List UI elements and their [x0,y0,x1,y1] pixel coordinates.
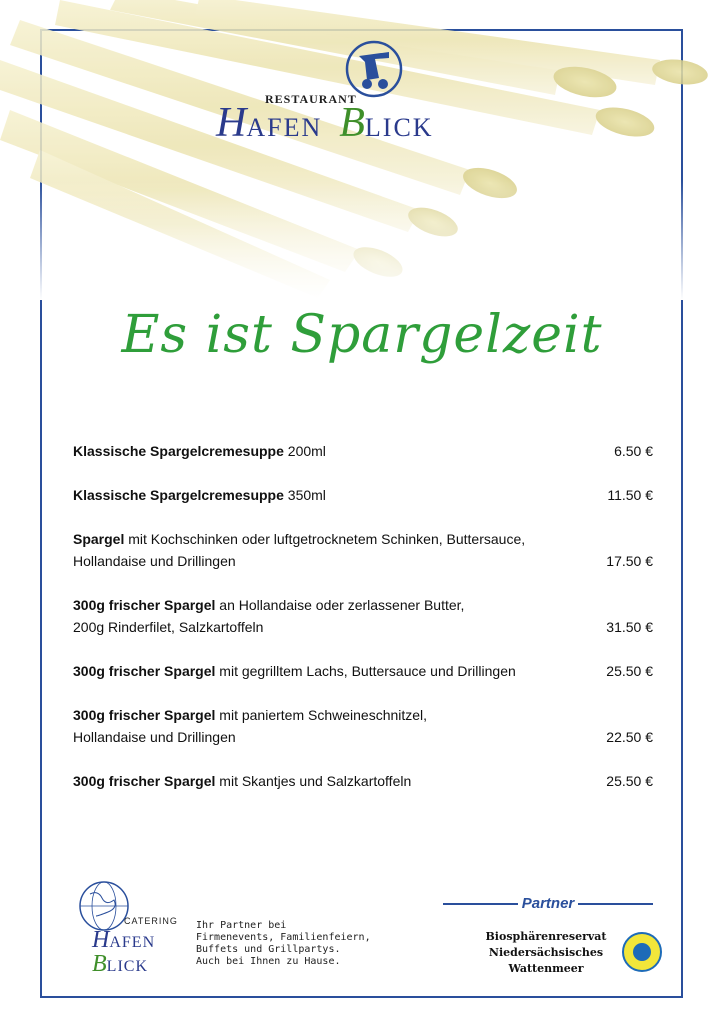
globe-icon [78,880,130,932]
menu-item-name: 300g frischer Spargel [73,773,216,789]
menu-item-detail: mit gegrilltem Lachs, Buttersauce und Drillingen [215,663,516,679]
catering-text-line: Auch bei Ihnen zu Hause. [196,956,341,967]
logo-word-lick: LICK [364,113,434,142]
logo-word-afen: AFEN [246,113,323,142]
catering-text-line: Firmenevents, Familienfeiern, [196,932,371,943]
catering-text-line: Buffets und Grillpartys. [196,944,341,955]
menu-item [73,440,653,484]
partner-name-line: Wattenmeer [508,962,584,975]
menu-item [73,704,653,770]
partner-name-line: Biosphärenreservat [485,930,607,943]
menu-item-price: 11.50 € [607,487,653,503]
menu-list [73,440,653,814]
menu-item-name: Spargel [73,531,125,547]
menu-item-name: 300g frischer Spargel [73,707,216,723]
partner-name-line: Niedersächsisches [488,946,604,959]
menu-item [73,528,653,594]
menu-item-name: 300g frischer Spargel [73,597,216,613]
partner-rule-left [443,903,518,905]
menu-item-name: Klassische Spargelcremesuppe [73,443,284,459]
menu-item [73,484,653,528]
logo-brand-name [216,102,434,144]
partner-label: Partner [521,895,575,912]
catering-initial-h: H [92,927,110,953]
menu-item [73,594,653,660]
menu-item-detail: mit Kochschinken oder luftgetrocknetem Schinken, Buttersauce, [124,531,526,547]
catering-word: CATERING [124,916,178,926]
menu-item-price: 6.50 € [614,443,653,459]
partner-rule-right [578,903,653,905]
menu-item-detail: an Hollandaise oder zerlassener Butter, [215,597,465,613]
catering-word-lick: LICK [106,958,148,975]
catering-initial-b: B [92,951,107,977]
menu-item-detail-line2: Hollandaise und Drillingen [73,553,236,569]
menu-item-detail-line2: Hollandaise und Drillingen [73,729,236,745]
menu-item-price: 25.50 € [606,663,653,679]
page-title: Es ist Spargelzeit [121,305,603,365]
menu-item-detail: mit Skantjes und Salzkartoffeln [215,773,412,789]
menu-item-price: 31.50 € [606,619,653,635]
menu-item-detail: 200ml [283,443,326,459]
catering-description [196,920,396,968]
menu-item-price: 22.50 € [606,729,653,745]
restaurant-logo [210,38,520,148]
logo-restaurant-word: RESTAURANT [265,92,357,106]
anchor-bike-emblem-icon [345,40,403,98]
menu-item-price: 17.50 € [606,553,653,569]
partner-block [443,895,653,975]
catering-logo-block [78,880,378,980]
catering-brand-name [92,928,155,976]
menu-item-detail: mit paniertem Schweineschnitzel, [215,707,428,723]
partner-name [471,929,621,977]
logo-initial-h: H [216,100,247,146]
partner-heading [443,895,653,912]
menu-item-detail-line2: 200g Rinderfilet, Salzkartoffeln [73,619,264,635]
catering-text-line: Ihr Partner bei [196,920,287,931]
menu-item [73,770,653,814]
menu-item-name: 300g frischer Spargel [73,663,216,679]
biosphere-reserve-logo-icon [621,931,663,973]
logo-initial-b: B [339,100,365,146]
menu-item-detail: 350ml [283,487,326,503]
menu-item [73,660,653,704]
menu-item-name: Klassische Spargelcremesuppe [73,487,284,503]
menu-item-price: 25.50 € [606,773,653,789]
catering-word-afen: AFEN [109,934,156,951]
